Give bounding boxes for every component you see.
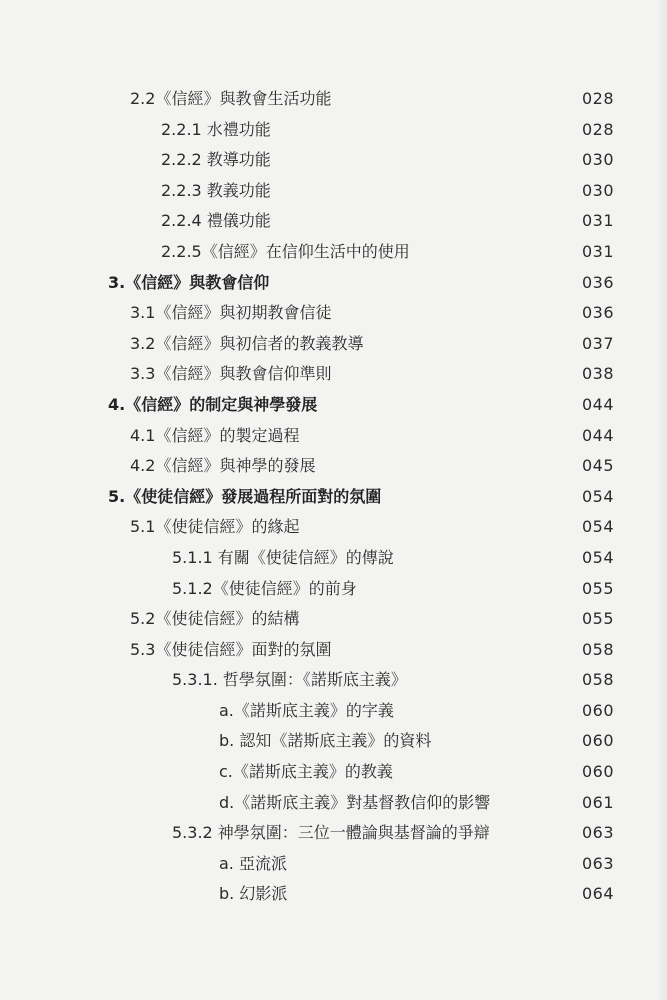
toc-entry <box>0 237 667 268</box>
toc-entry <box>0 206 667 237</box>
toc-entry <box>0 84 667 115</box>
toc-entry <box>0 849 667 880</box>
toc-entry-page-number: 031 <box>582 211 615 231</box>
toc-entry-page-number: 036 <box>582 303 615 323</box>
toc-entry-title: 3.2《信經》與初信者的教義教導 <box>130 333 364 353</box>
toc-entry <box>0 268 667 299</box>
toc-entry-page-number: 030 <box>582 180 615 200</box>
toc-entry-page-number: 037 <box>582 333 615 353</box>
toc-entry-title: 5.1.1 有關《使徒信經》的傳說 <box>172 547 394 567</box>
toc-entry-title: 3.《信經》與教會信仰 <box>108 272 270 292</box>
toc-entry-title: b. 幻影派 <box>219 884 288 904</box>
toc-entry-page-number: 055 <box>582 578 615 598</box>
toc-entry-title: 2.2.4 禮儀功能 <box>161 211 271 231</box>
toc-entry <box>0 574 667 605</box>
toc-entry-title: 3.1《信經》與初期教會信徒 <box>130 303 332 323</box>
toc-entry-page-number: 060 <box>582 762 615 782</box>
toc-entry-title: 5.3.1. 哲學氛圍：《諾斯底主義》 <box>172 670 407 690</box>
toc-entry-page-number: 031 <box>582 241 615 261</box>
toc-entry-page-number: 045 <box>582 456 615 476</box>
toc-entry <box>0 359 667 390</box>
toc-entry-page-number: 054 <box>582 517 615 537</box>
toc-entry <box>0 818 667 849</box>
toc-entry-title: 5.《使徒信經》發展過程所面對的氛圍 <box>108 486 382 506</box>
toc-entry-title: 2.2.1 水禮功能 <box>161 119 271 139</box>
toc-entry <box>0 543 667 574</box>
toc-entry <box>0 665 667 696</box>
toc-entry-page-number: 028 <box>582 119 615 139</box>
toc-entry <box>0 757 667 788</box>
toc-entry-page-number: 044 <box>582 425 615 445</box>
toc-entry-page-number: 063 <box>582 823 615 843</box>
toc-entry-title: a. 亞流派 <box>219 853 287 873</box>
toc-entry-page-number: 054 <box>582 486 615 506</box>
toc-entry-title: a.《諾斯底主義》的字義 <box>219 700 394 720</box>
toc-entry-title: 5.3.2 神學氛圍：三位一體論與基督論的爭辯 <box>172 823 490 843</box>
toc-entry <box>0 421 667 452</box>
toc-entry-page-number: 030 <box>582 150 615 170</box>
toc-entry-title: 5.3《使徒信經》面對的氛圍 <box>130 639 332 659</box>
toc-entry-title: c.《諾斯底主義》的教義 <box>219 762 393 782</box>
toc-entry <box>0 788 667 819</box>
toc-entry-title: 4.2《信經》與神學的發展 <box>130 456 316 476</box>
toc-entry-page-number: 060 <box>582 731 615 751</box>
toc-entry-page-number: 063 <box>582 853 615 873</box>
toc-entry-title: 2.2.5《信經》在信仰生活中的使用 <box>161 241 410 261</box>
toc-entry-title: 5.2《使徒信經》的結構 <box>130 609 300 629</box>
toc-entry-title: 2.2《信經》與教會生活功能 <box>130 89 332 108</box>
toc-entry-page-number: 064 <box>582 884 615 904</box>
toc-entry-page-number: 058 <box>582 670 615 690</box>
toc-entry <box>0 696 667 727</box>
toc-entry-title: b. 認知《諾斯底主義》的資料 <box>219 731 432 751</box>
toc-entry <box>0 298 667 329</box>
toc-entry <box>0 879 667 910</box>
toc-entry-title: 2.2.2 教導功能 <box>161 150 271 170</box>
toc-entry-page-number: 038 <box>582 364 615 384</box>
toc-entry-page-number: 054 <box>582 547 615 567</box>
toc-entry-title: 5.1《使徒信經》的緣起 <box>130 517 300 537</box>
toc-entry-title: 5.1.2《使徒信經》的前身 <box>172 578 357 598</box>
toc-entry <box>0 390 667 421</box>
toc-entry-title: 3.3《信經》與教會信仰準則 <box>130 364 332 384</box>
toc-entry <box>0 604 667 635</box>
toc-entry <box>0 451 667 482</box>
toc-entry-page-number: 036 <box>582 272 615 292</box>
toc-entry <box>0 115 667 146</box>
toc-entry <box>0 329 667 360</box>
table-of-contents <box>0 84 667 910</box>
toc-entry-title: 4.《信經》的制定與神學發展 <box>108 394 318 414</box>
toc-entry-page-number: 058 <box>582 639 615 659</box>
toc-entry <box>0 176 667 207</box>
toc-entry-page-number: 060 <box>582 700 615 720</box>
toc-entry-page-number: 061 <box>582 792 615 812</box>
toc-entry <box>0 482 667 513</box>
toc-entry-page-number: 055 <box>582 609 615 629</box>
toc-entry <box>0 635 667 666</box>
toc-entry-title: 4.1《信經》的製定過程 <box>130 425 300 445</box>
toc-entry-page-number: 044 <box>582 394 615 414</box>
toc-entry <box>0 726 667 757</box>
toc-entry-title: 2.2.3 教義功能 <box>161 180 271 200</box>
toc-entry <box>0 512 667 543</box>
toc-entry <box>0 145 667 176</box>
toc-entry-title: d.《諾斯底主義》對基督教信仰的影響 <box>219 792 491 812</box>
toc-entry-page-number: 028 <box>582 89 615 108</box>
